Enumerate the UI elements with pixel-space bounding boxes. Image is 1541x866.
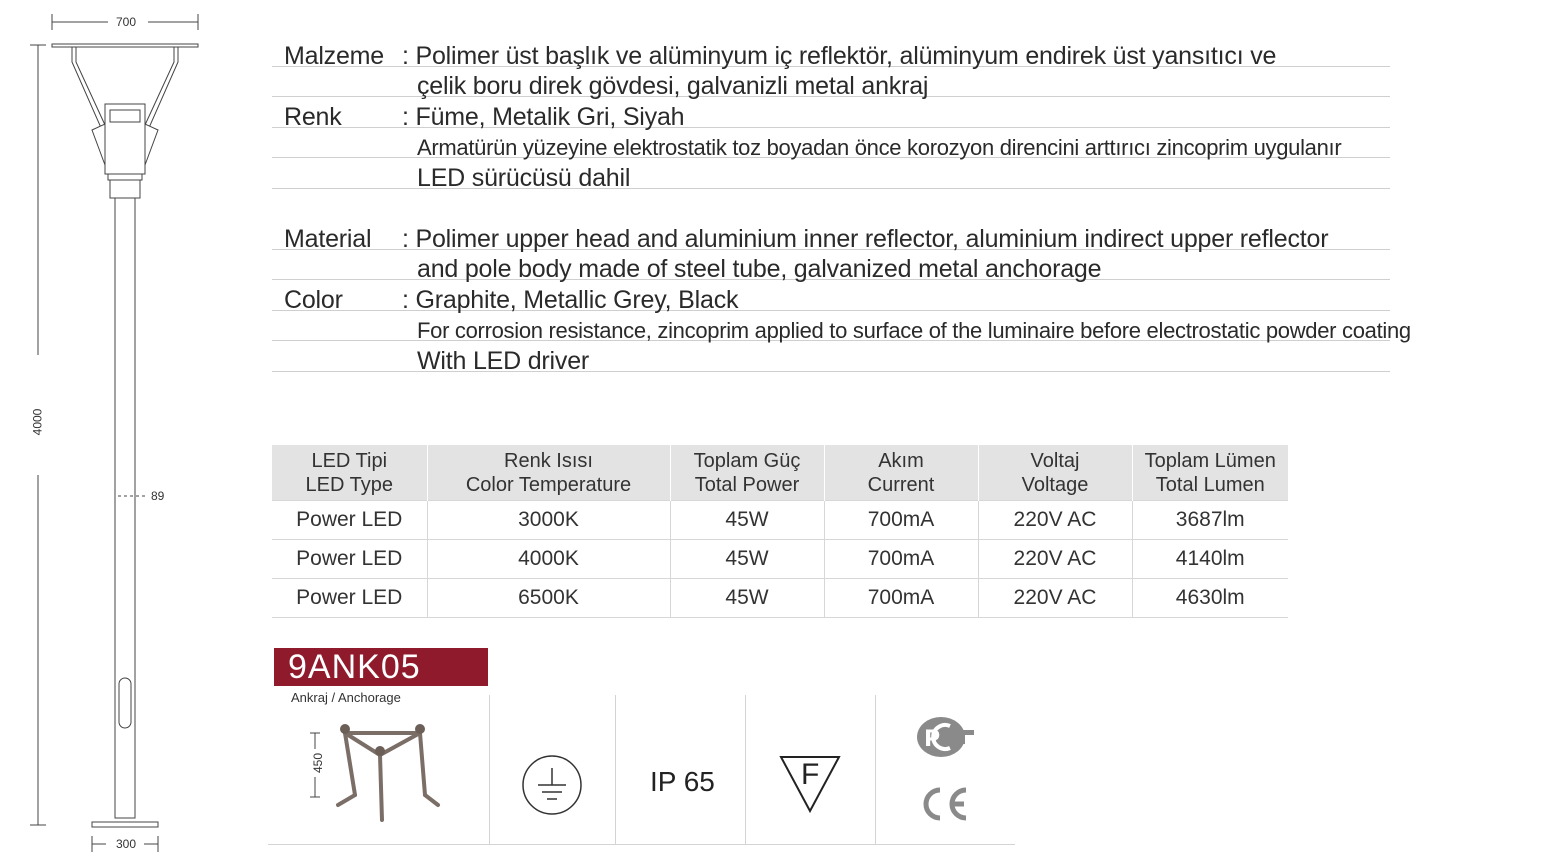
material-label-tr: Malzeme	[284, 42, 385, 70]
ce-mark-icon	[918, 786, 970, 822]
color-text-en-3: With LED driver	[417, 347, 590, 375]
header-current: Akım Current	[824, 445, 978, 501]
cell-led-type: Power LED	[272, 540, 427, 579]
cell-current: 700mA	[824, 540, 978, 579]
cell-current: 700mA	[824, 501, 978, 540]
cell-current: 700mA	[824, 579, 978, 618]
cell-led-type: Power LED	[272, 579, 427, 618]
cell-color-temperature: 4000K	[427, 540, 670, 579]
base-width-dimension: 300	[116, 837, 137, 851]
svg-text:P: P	[924, 727, 941, 752]
anchorage-label: Ankraj / Anchorage	[291, 690, 401, 705]
ip-rating: IP 65	[650, 766, 715, 797]
earth-ground-icon	[521, 754, 583, 816]
product-code-badge: 9ANK05	[274, 648, 488, 686]
table-row	[272, 501, 1288, 540]
color-text-en-2: For corrosion resistance, zincoprim applied to surface of the luminaire before electrostatic powder coating	[417, 318, 1411, 343]
top-width-dimension: 700	[116, 15, 137, 29]
table-row	[272, 540, 1288, 579]
color-text-tr-3: LED sürücüsü dahil	[417, 164, 631, 192]
material-text-tr-1: : Polimer üst başlık ve alüminyum iç reflektör, alüminyum endirek üst yansıtıcı ve	[402, 42, 1277, 70]
header-led-type: LED Tipi LED Type	[272, 445, 427, 501]
cell-total-power: 45W	[670, 540, 824, 579]
pct-certification-icon	[916, 716, 974, 758]
cell-voltage: 220V AC	[978, 540, 1132, 579]
cell-led-type: Power LED	[272, 501, 427, 540]
cell-total-lumen: 4140lm	[1132, 540, 1288, 579]
header-color-temperature: Renk Isısı Color Temperature	[427, 445, 670, 501]
cell-total-lumen: 4630lm	[1132, 579, 1288, 618]
header-total-lumen: Toplam Lümen Total Lumen	[1132, 445, 1288, 501]
anchorage-illustration	[300, 715, 460, 840]
color-text-tr-1: : Füme, Metalik Gri, Siyah	[402, 103, 685, 131]
table-row	[272, 579, 1288, 618]
pole-diameter-dimension: 89	[151, 489, 165, 503]
cell-color-temperature: 3000K	[427, 501, 670, 540]
cell-total-power: 45W	[670, 579, 824, 618]
material-text-en-2: and pole body made of steel tube, galvanized metal anchorage	[417, 255, 1102, 283]
color-label-tr: Renk	[284, 103, 342, 131]
f-mark-letter: F	[801, 758, 820, 791]
header-voltage: Voltaj Voltage	[978, 445, 1132, 501]
table-header-row	[272, 445, 1288, 501]
cell-voltage: 220V AC	[978, 579, 1132, 618]
cell-total-power: 45W	[670, 501, 824, 540]
material-text-tr-2: çelik boru direk gövdesi, galvanizli metal ankraj	[417, 72, 929, 100]
technical-data-table	[272, 445, 1288, 618]
anchorage-height-dimension: 450	[311, 752, 326, 774]
material-label-en: Material	[284, 225, 372, 253]
color-text-en-1: : Graphite, Metallic Grey, Black	[402, 286, 739, 314]
cell-voltage: 220V AC	[978, 501, 1132, 540]
height-dimension: 4000	[30, 408, 45, 436]
color-label-en: Color	[284, 286, 343, 314]
color-text-tr-2: Armatürün yüzeyine elektrostatik toz boyadan önce korozyon direncini arttırıcı zincoprim uygulanır	[417, 135, 1342, 160]
material-text-en-1: : Polimer upper head and aluminium inner reflector, aluminium indirect upper reflector	[402, 225, 1329, 253]
cell-color-temperature: 6500K	[427, 579, 670, 618]
header-total-power: Toplam Güç Total Power	[670, 445, 824, 501]
cell-total-lumen: 3687lm	[1132, 501, 1288, 540]
